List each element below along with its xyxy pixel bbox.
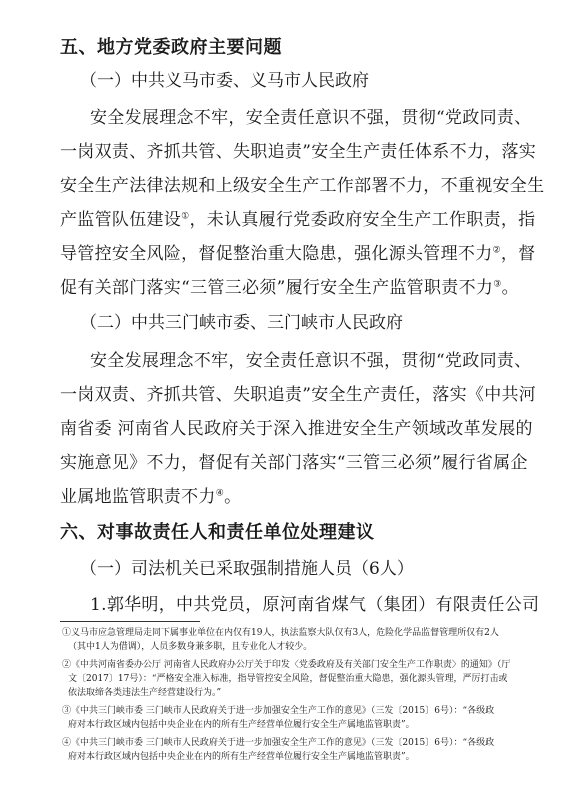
section-5-sub1-title: （一）中共义马市委、义马市人民政府 xyxy=(80,71,369,91)
footnote-line: 府对本行政区域内包括中央企业在内的所有生产经营单位履行安全生产属地监管职责”。 xyxy=(68,752,415,762)
body-line: 实施意见》不力，督促有关部门落实“三管三必须”履行省属企 xyxy=(60,453,528,473)
footnote-line: 依法取缔各类违法生产经营建设行为。” xyxy=(68,688,222,698)
footnote-ref: ③ xyxy=(493,279,502,290)
body-line: 产监管队伍建设①，未认真履行党委政府安全生产工作职责，指 xyxy=(60,210,536,230)
body-line: 安全发展理念不牢，安全责任意识不强，贯彻“党政同责、 xyxy=(90,351,532,371)
footnote-line: ②《中共河南省委办公厅 河南省人民政府办公厅关于印发〈党委政府及有关部门安全生产工作职责〉的通知》（厅 xyxy=(62,660,511,670)
footnote-divider xyxy=(60,621,200,622)
body-line: 促有关部门落实“三管三必须”履行安全生产监管职责不力③。 xyxy=(60,278,519,298)
section-5-sub2-title: （二）中共三门峡市委、三门峡市人民政府 xyxy=(80,313,403,333)
footnote-line: ③《中共三门峡市委 三门峡市人民政府关于进一步加强安全生产工作的意见》（三发〔2015〕6号）：“各级政 xyxy=(62,706,495,716)
body-line: 一岗双责、齐抓共管、失职追责”安全生产责任，落实《中共河 xyxy=(60,385,537,405)
footnote-line: 府对本行政区域内包括中央企业在内的所有生产经营单位履行安全生产属地监管职责”。 xyxy=(68,720,415,730)
body-line: 1.郭华明，中共党员，原河南省煤气（集团）有限责任公司 xyxy=(90,595,540,615)
body-line: 业属地监管职责不力④。 xyxy=(60,487,242,507)
footnote-ref: ② xyxy=(492,245,501,256)
body-line: 一岗双责、齐抓共管、失职追责”安全生产责任体系不力，落实 xyxy=(60,142,537,162)
body-line: 安全生产法律法规和上级安全生产工作部署不力，不重视安全生 xyxy=(60,176,545,196)
footnote-line: 文〔2017〕17号）：“严格安全准入标准，指导管控安全风险，督促整治重大隐患，强化源头管理，严厉打击或 xyxy=(68,674,508,684)
footnote-line: ④《中共三门峡市委 三门峡市人民政府关于进一步加强安全生产工作的意见》（三发〔2015〕6号）：“各级政 xyxy=(62,738,495,748)
footnote-line: ①义马市应急管理局走同下属事业单位在内仅有19人，执法监察大队仅有3人，危险化学品监督管理所仅有2人 xyxy=(62,628,499,638)
footnote-ref: ④ xyxy=(215,488,225,499)
section-6-sub1-title: （一）司法机关已采取强制措施人员（6人） xyxy=(80,559,414,579)
section-6-heading: 六、对事故责任人和责任单位处理建议 xyxy=(60,522,375,543)
section-5-heading: 五、地方党委政府主要问题 xyxy=(60,37,282,58)
footnote-ref: ① xyxy=(181,211,190,222)
footnote-line: （其中1人为借调），人员多数身兼多职，且专业化人才较少。 xyxy=(68,642,313,652)
body-line: 导管控安全风险，督促整治重大隐患，强化源头管理不力②，督 xyxy=(60,244,536,264)
body-line: 安全发展理念不牢，安全责任意识不强，贯彻“党政同责、 xyxy=(90,108,532,128)
body-line: 南省委 河南省人民政府关于深入推进安全生产领域改革发展的 xyxy=(60,419,533,439)
